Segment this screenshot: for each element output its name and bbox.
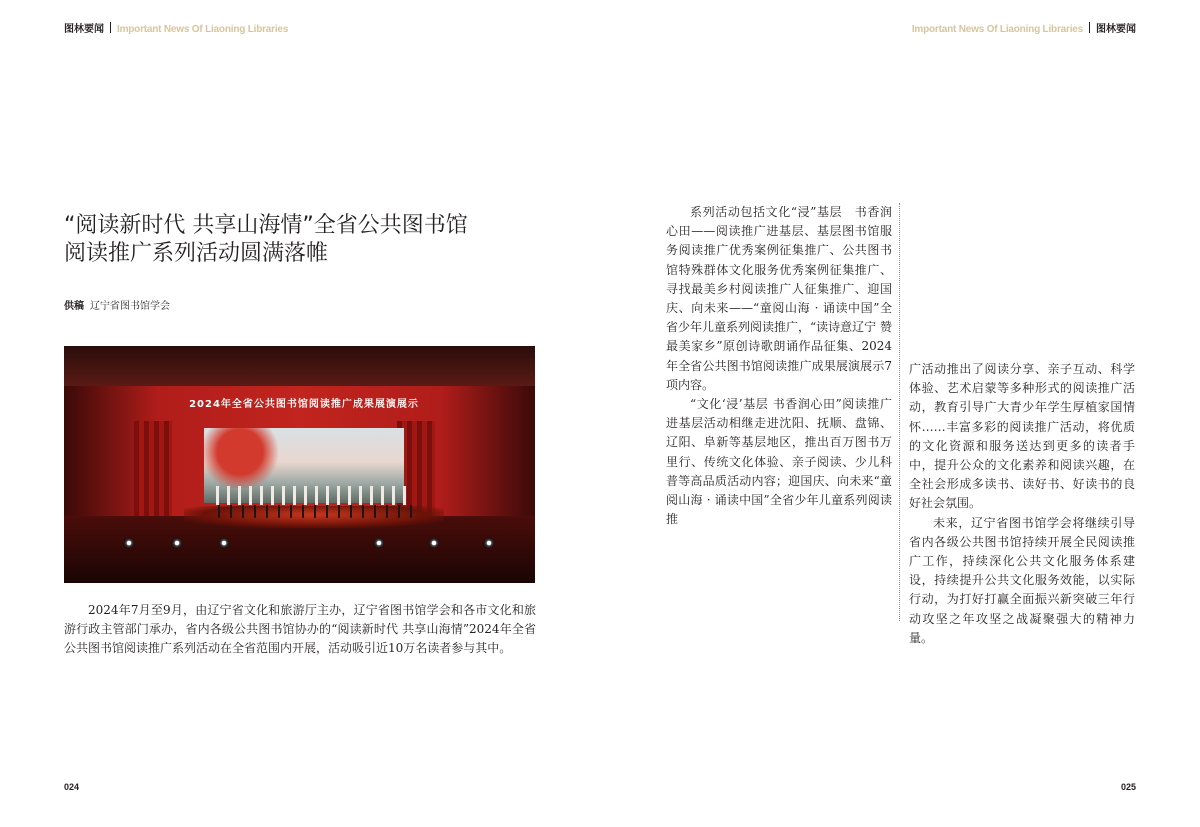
header-section-name: 图林要闻 bbox=[1096, 24, 1136, 35]
byline bbox=[64, 300, 170, 314]
stage-light bbox=[374, 538, 384, 548]
article-title-line-1: “阅读新时代 共享山海情”全省公共图书馆 bbox=[64, 213, 468, 238]
text-column-2 bbox=[909, 360, 1135, 648]
header-section-english: Important News Of Liaoning Libraries bbox=[911, 24, 1083, 35]
event-photo bbox=[64, 346, 535, 583]
body-paragraph: 系列活动包括文化“浸”基层 书香润心田——阅读推广进基层、基层图书馆服务阅读推广优秀案例征集推广、公共图书馆特殊群体文化服务优秀案例征集推广、寻找最美乡村阅读推广人征集推广、迎国庆、向未来——“童阅山海 · 诵读中国”全省少年儿童系列阅读推广，“读诗意辽宁 赞最美家乡”原创诗歌朗诵作品征集、2024年全省公共图书馆阅读推广成果展演展示7项内容。 bbox=[666, 205, 892, 392]
header-divider bbox=[1089, 22, 1090, 33]
intro-paragraph: 2024年7月至9月，由辽宁省文化和旅游厅主办，辽宁省图书馆学会和各市文化和旅游行政主管部门承办，省内各级公共图书馆协办的“阅读新时代 共享山海情”2024年全省公共图书馆阅读推广系列活动在全省范围内开展，活动吸引近10万名读者参与其中。 bbox=[64, 603, 536, 656]
header-section-english: Important News Of Liaoning Libraries bbox=[117, 24, 289, 35]
stage-light bbox=[172, 538, 182, 548]
byline-contributor: 辽宁省图书馆学会 bbox=[90, 301, 170, 312]
header-divider bbox=[110, 22, 111, 33]
stage-light bbox=[484, 538, 494, 548]
header-section-name: 图林要闻 bbox=[64, 24, 104, 35]
column-divider bbox=[899, 203, 900, 621]
text-column-1 bbox=[666, 203, 892, 529]
stage-light bbox=[429, 538, 439, 548]
photo-screen-tree bbox=[204, 428, 294, 488]
article-title bbox=[64, 212, 544, 268]
running-header-left bbox=[64, 22, 288, 36]
photo-performers bbox=[212, 486, 412, 518]
intro-column bbox=[64, 601, 536, 659]
body-paragraph: 未来，辽宁省图书馆学会将继续引导省内各级公共图书馆持续开展全民阅读推广工作，持续深化公共文化服务体系建设，持续提升公共文化服务效能，以实际行动，为打好打赢全面振兴新突破三年行动攻坚之年攻坚之战凝聚强大的精神力量。 bbox=[909, 515, 1135, 645]
page-number-right: 025 bbox=[1120, 782, 1136, 792]
page-number-left: 024 bbox=[64, 782, 80, 792]
body-paragraph-continued: 广活动推出了阅读分享、亲子互动、科学体验、艺术启蒙等多种形式的阅读推广活动，教育引导广大青少年学生厚植家国情怀……丰富多彩的阅读推广活动，将优质的文化资源和服务送达到更多的读者手中，提升公众的文化素养和阅读兴趣，在全社会形成多读书、读好书、好读书的良好社会氛围。 bbox=[909, 362, 1135, 511]
byline-label: 供稿 bbox=[64, 301, 84, 312]
photo-stage-banner: 2024年全省公共图书馆阅读推广成果展演展示 bbox=[189, 399, 419, 410]
article-title-line-2: 阅读推广系列活动圆满落帷 bbox=[64, 241, 329, 266]
running-header-right bbox=[912, 22, 1136, 36]
photo-ceiling bbox=[64, 346, 535, 386]
stage-light bbox=[219, 538, 229, 548]
stage-light bbox=[124, 538, 134, 548]
body-paragraph: “文化‘浸’基层 书香润心田”阅读推广进基层活动相继走进沈阳、抚顺、盘锦、辽阳、阜新等基层地区，推出百万图书万里行、传统文化体验、亲子阅读、少儿科普等高品质活动内容；迎国庆、向未来“童阅山海 · 诵读中国”全省少年儿童系列阅读推 bbox=[666, 397, 892, 527]
